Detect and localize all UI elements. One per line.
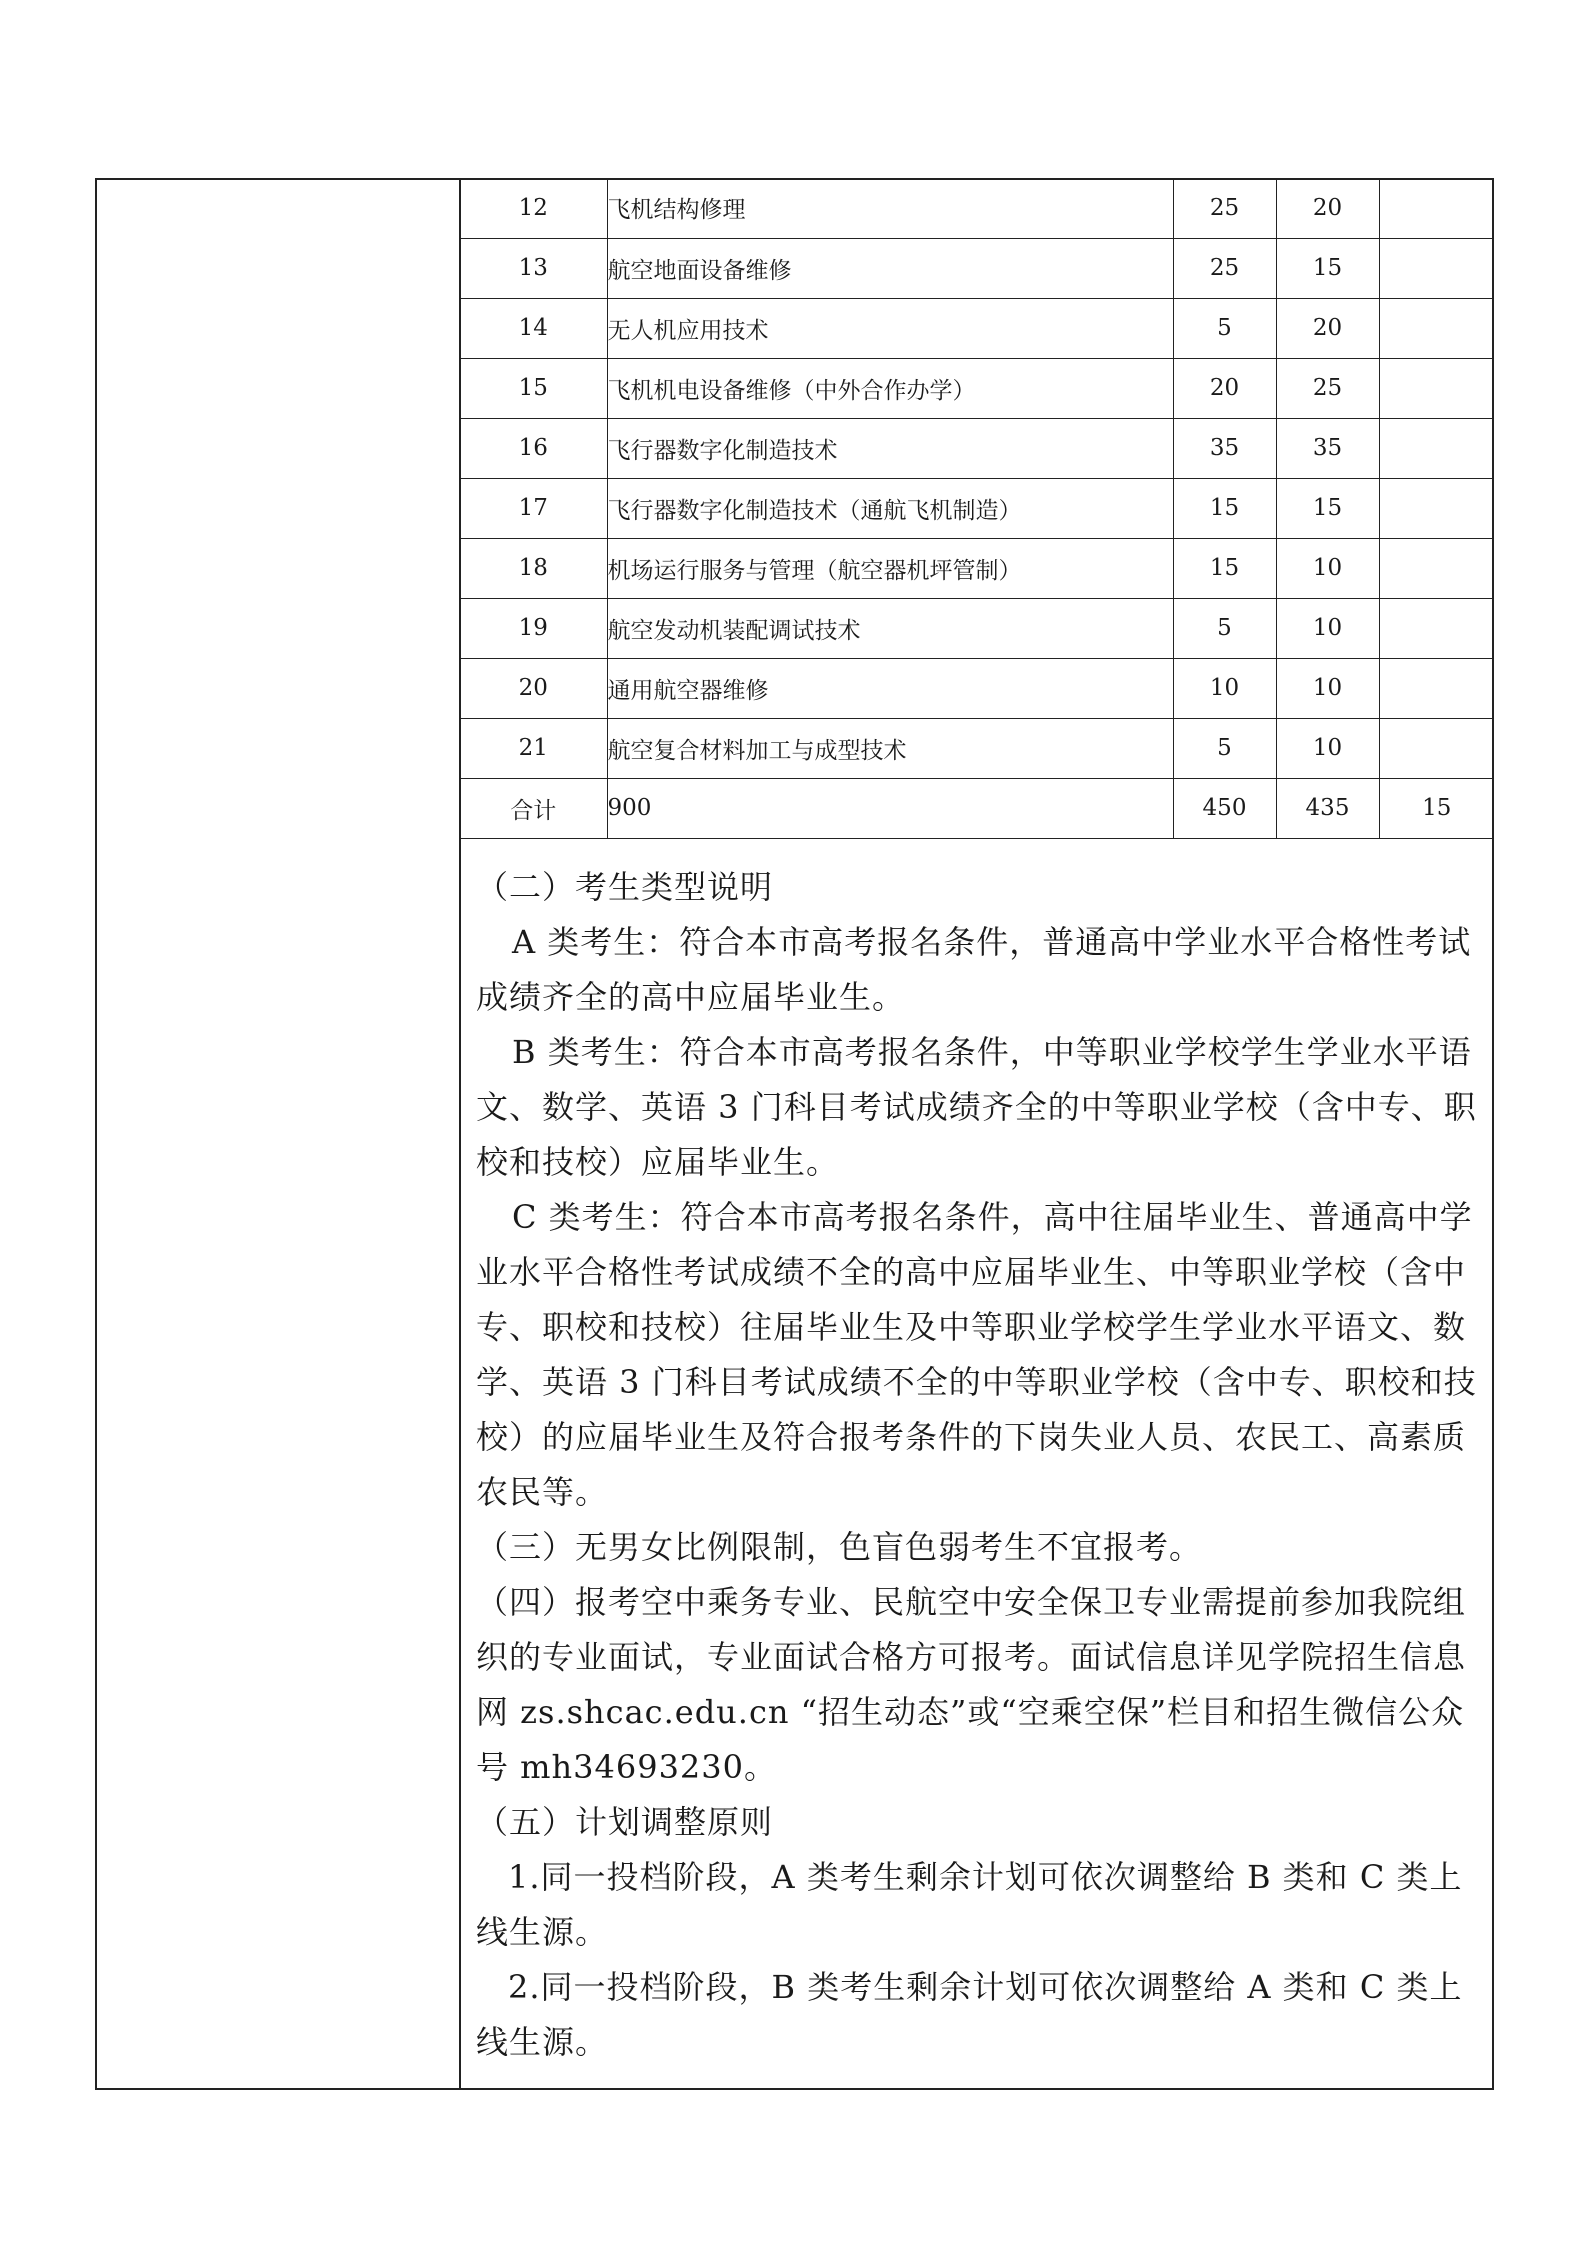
table-row: [460, 178, 1494, 238]
quota-c: [1379, 718, 1494, 778]
interview-note: （四）报考空中乘务专业、民航空中安全保卫专业需提前参加我院组织的专业面试，专业面试合格方可报考。面试信息详见学院招生信息网 zs.shcac.edu.cn “招生动态”或“空乘空保”栏目和招生微信公众号 mh34693230。: [476, 1583, 1467, 1786]
quota-a: 5: [1173, 718, 1276, 778]
table-row: [460, 238, 1494, 298]
quota-b: 20: [1276, 298, 1379, 358]
major-name: 航空地面设备维修: [607, 238, 1173, 298]
major-name: 机场运行服务与管理（航空器机坪管制）: [607, 538, 1173, 598]
table-row: [460, 478, 1494, 538]
quota-c: [1379, 418, 1494, 478]
quota-b: 10: [1276, 538, 1379, 598]
type-b-description: B 类考生：符合本市高考报名条件，中等职业学校学生学业水平语文、数学、英语 3 门科目考试成绩齐全的中等职业学校（含中专、职校和技校）应届毕业生。: [476, 1033, 1477, 1181]
quota-b: 20: [1276, 178, 1379, 238]
row-number: 21: [460, 718, 607, 778]
major-name: 飞行器数字化制造技术（通航飞机制造）: [607, 478, 1173, 538]
quota-b: 10: [1276, 718, 1379, 778]
row-number: 16: [460, 418, 607, 478]
quota-b: 15: [1276, 478, 1379, 538]
row-number: 18: [460, 538, 607, 598]
quota-c: [1379, 658, 1494, 718]
row-number: 13: [460, 238, 607, 298]
type-c-description: C 类考生：符合本市高考报名条件，高中往届毕业生、普通高中学业水平合格性考试成绩不全的高中应届毕业生、中等职业学校（含中专、职校和技校）往届毕业生及中等职业学校学生学业水平语文、数学、英语 3 门科目考试成绩不全的中等职业学校（含中专、职校和技校）的应届毕业生及符合报考条件的下岗失业人员、农民工、高素质农民等。: [476, 1198, 1477, 1511]
quota-b: 10: [1276, 598, 1379, 658]
row-number: 20: [460, 658, 607, 718]
major-name: 通用航空器维修: [607, 658, 1173, 718]
table-row: [460, 658, 1494, 718]
quota-a: 25: [1173, 178, 1276, 238]
total-a: 450: [1173, 778, 1276, 838]
major-name: 飞机结构修理: [607, 178, 1173, 238]
quota-c: [1379, 538, 1494, 598]
table-row: [460, 538, 1494, 598]
quota-c: [1379, 478, 1494, 538]
major-name: 飞行器数字化制造技术: [607, 418, 1173, 478]
row-number: 19: [460, 598, 607, 658]
quota-c: [1379, 358, 1494, 418]
row-number: 14: [460, 298, 607, 358]
gender-ratio-note: （三）无男女比例限制，色盲色弱考生不宜报考。: [476, 1528, 1203, 1566]
quota-c: [1379, 298, 1494, 358]
quota-a: 35: [1173, 418, 1276, 478]
major-name: 航空发动机装配调试技术: [607, 598, 1173, 658]
quota-c: [1379, 598, 1494, 658]
quota-c: [1379, 178, 1494, 238]
total-label: 合计: [460, 778, 607, 838]
enrollment-plan-table: [460, 178, 1494, 839]
table-row: [460, 598, 1494, 658]
quota-a: 25: [1173, 238, 1276, 298]
quota-a: 20: [1173, 358, 1276, 418]
table-row: [460, 718, 1494, 778]
total-c: 15: [1379, 778, 1494, 838]
quota-c: [1379, 238, 1494, 298]
quota-a: 5: [1173, 598, 1276, 658]
adjustment-rule-1: 1.同一投档阶段，A 类考生剩余计划可依次调整给 B 类和 C 类上线生源。: [476, 1858, 1463, 1951]
table-row: [460, 358, 1494, 418]
plan-table-body: [460, 178, 1494, 838]
row-number: 12: [460, 178, 607, 238]
notes-section: [476, 860, 1486, 2070]
row-number: 15: [460, 358, 607, 418]
quota-b: 25: [1276, 358, 1379, 418]
table-row: [460, 298, 1494, 358]
quota-a: 15: [1173, 478, 1276, 538]
table-row: [460, 418, 1494, 478]
quota-b: 35: [1276, 418, 1379, 478]
quota-b: 15: [1276, 238, 1379, 298]
total-row: [460, 778, 1494, 838]
heading-plan-adjustment: （五）计划调整原则: [476, 1803, 774, 1841]
heading-student-types: （二）考生类型说明: [476, 868, 774, 906]
total-sum: 900: [607, 778, 1173, 838]
quota-a: 15: [1173, 538, 1276, 598]
adjustment-rule-2: 2.同一投档阶段，B 类考生剩余计划可依次调整给 A 类和 C 类上线生源。: [476, 1968, 1463, 2061]
row-number: 17: [460, 478, 607, 538]
type-a-description: A 类考生：符合本市高考报名条件，普通高中学业水平合格性考试成绩齐全的高中应届毕业生。: [476, 923, 1472, 1016]
major-name: 飞机机电设备维修（中外合作办学）: [607, 358, 1173, 418]
major-name: 航空复合材料加工与成型技术: [607, 718, 1173, 778]
quota-a: 5: [1173, 298, 1276, 358]
quota-a: 10: [1173, 658, 1276, 718]
major-name: 无人机应用技术: [607, 298, 1173, 358]
total-b: 435: [1276, 778, 1379, 838]
quota-b: 10: [1276, 658, 1379, 718]
